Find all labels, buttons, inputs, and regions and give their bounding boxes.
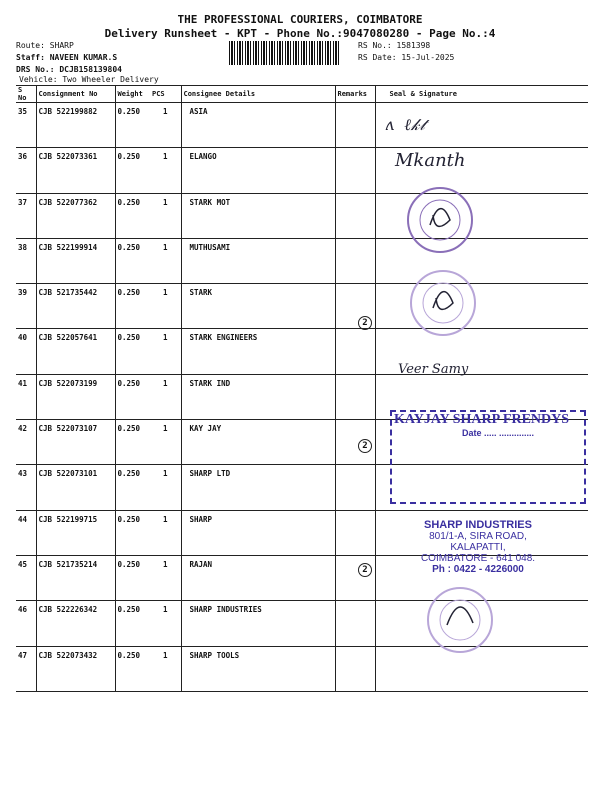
table-header (16, 86, 588, 103)
signature-elango: Mkanth (395, 150, 466, 171)
cell-remarks (335, 329, 375, 374)
cell-consignee: SHARP TOOLS (181, 646, 335, 691)
cell-consignment-no: CJB 522199882 (36, 103, 115, 148)
cell-consignment-no: CJB 522057641 (36, 329, 115, 374)
col-sno: S No (16, 86, 36, 103)
cell-sno: 42 (16, 420, 36, 465)
cell-consignment-no: CJB 522226342 (36, 601, 115, 646)
cell-consignee: STARK MOT (181, 193, 335, 238)
stark-motors-stamp-2 (408, 268, 478, 338)
barcode (229, 41, 339, 65)
stamp-address-2: KALAPATTI, (450, 542, 506, 553)
signature-asia: ʌ ℓ𝓀𝓉 (385, 115, 425, 134)
cell-pcs: 1 (150, 601, 181, 646)
sharp-industries-stamp (408, 520, 548, 575)
table-row (16, 103, 588, 148)
cell-weight: 0.250 (115, 601, 150, 646)
cell-consignee: STARK ENGINEERS (181, 329, 335, 374)
cell-sno: 46 (16, 601, 36, 646)
cell-weight: 0.250 (115, 103, 150, 148)
cell-pcs: 1 (150, 510, 181, 555)
cell-pcs: 1 (150, 329, 181, 374)
cell-consignee: SHARP INDUSTRIES (181, 601, 335, 646)
staff: Staff: NAVEEN KUMAR.S (16, 53, 118, 62)
cell-consignee: KAY JAY (181, 420, 335, 465)
cell-remarks (335, 555, 375, 600)
remark-mark-circle: 2 (358, 439, 372, 453)
cell-weight: 0.250 (115, 329, 150, 374)
cell-sno: 43 (16, 465, 36, 510)
cell-consignment-no: CJB 522073107 (36, 420, 115, 465)
signature-stark-ind: Veer Samy (398, 362, 469, 377)
runsheet-table (16, 85, 588, 692)
cell-remarks (335, 103, 375, 148)
cell-pcs: 1 (150, 193, 181, 238)
table-row (16, 329, 588, 374)
cell-sno: 39 (16, 284, 36, 329)
stamp-phone: Ph : 0422 - 4226000 (432, 564, 524, 575)
cell-pcs: 1 (150, 374, 181, 419)
cell-sno: 40 (16, 329, 36, 374)
cell-pcs: 1 (150, 555, 181, 600)
stamp-company: SHARP INDUSTRIES (424, 519, 532, 531)
col-consignee: Consignee Details (181, 86, 335, 103)
route: Route: SHARP (16, 41, 74, 50)
table-row (16, 284, 588, 329)
cell-consignment-no: CJB 522077362 (36, 193, 115, 238)
table-row (16, 601, 588, 646)
cell-consignment-no: CJB 521735214 (36, 555, 115, 600)
col-consignment: Consignment No (36, 86, 115, 103)
cell-pcs: 1 (150, 646, 181, 691)
col-seal: Seal & Signature (375, 86, 588, 103)
cell-consignment-no: CJB 521735442 (36, 284, 115, 329)
table-row (16, 238, 588, 283)
vehicle: Vehicle: Two Wheeler Delivery (19, 75, 159, 84)
cell-consignee: RAJAN (181, 555, 335, 600)
cell-remarks (335, 238, 375, 283)
cell-weight: 0.250 (115, 420, 150, 465)
kayjay-stamp-date: Date ..... .............. (462, 428, 535, 438)
sharp-tools-stamp (425, 585, 495, 655)
cell-remarks (335, 148, 375, 193)
cell-consignee: ASIA (181, 103, 335, 148)
cell-consignment-no: CJB 522073361 (36, 148, 115, 193)
cell-consignment-no: CJB 522073432 (36, 646, 115, 691)
cell-remarks (335, 646, 375, 691)
cell-weight: 0.250 (115, 148, 150, 193)
cell-sno: 47 (16, 646, 36, 691)
cell-weight: 0.250 (115, 238, 150, 283)
remark-mark-circle: 2 (358, 316, 372, 330)
cell-consignee: SHARP LTD (181, 465, 335, 510)
stamp-address-3: COIMBATORE - 641 048. (420, 553, 536, 564)
cell-consignment-no: CJB 522073199 (36, 374, 115, 419)
cell-pcs: 1 (150, 420, 181, 465)
stamp-address-1: 801/1-A, SIRA ROAD, (429, 531, 527, 542)
cell-sno: 36 (16, 148, 36, 193)
cell-pcs: 1 (150, 103, 181, 148)
cell-consignee: STARK (181, 284, 335, 329)
cell-consignee: ELANGO (181, 148, 335, 193)
company-title: THE PROFESSIONAL COURIERS, COIMBATORE (177, 13, 423, 26)
cell-pcs: 1 (150, 465, 181, 510)
cell-remarks (335, 465, 375, 510)
drs-no: DRS No.: DCJB158139804 (16, 65, 122, 74)
kayjay-stamp (390, 410, 586, 504)
cell-weight: 0.250 (115, 510, 150, 555)
cell-consignment-no: CJB 522199715 (36, 510, 115, 555)
stark-motors-stamp-1 (405, 185, 475, 255)
cell-weight: 0.250 (115, 465, 150, 510)
cell-remarks (335, 374, 375, 419)
cell-weight: 0.250 (115, 374, 150, 419)
cell-remarks (335, 601, 375, 646)
cell-sno: 35 (16, 103, 36, 148)
kayjay-stamp-name: KAYJAY SHARP FRENDYS (394, 412, 570, 427)
cell-weight: 0.250 (115, 646, 150, 691)
cell-pcs: 1 (150, 148, 181, 193)
cell-sno: 38 (16, 238, 36, 283)
rs-date: RS Date: 15-Jul-2025 (358, 53, 455, 62)
cell-weight: 0.250 (115, 284, 150, 329)
cell-consignment-no: CJB 522073101 (36, 465, 115, 510)
cell-weight: 0.250 (115, 555, 150, 600)
cell-remarks (335, 193, 375, 238)
cell-sno: 37 (16, 193, 36, 238)
cell-seal-signature (375, 284, 588, 329)
col-weight: Weight (115, 86, 150, 103)
cell-consignment-no: CJB 522199914 (36, 238, 115, 283)
remark-mark-circle: 2 (358, 563, 372, 577)
runsheet-subtitle: Delivery Runsheet - KPT - Phone No.:9047080280 - Page No.:4 (104, 27, 496, 40)
cell-remarks (335, 510, 375, 555)
cell-consignee: MUTHUSAMI (181, 238, 335, 283)
cell-sno: 44 (16, 510, 36, 555)
col-pcs: PCS (150, 86, 181, 103)
cell-pcs: 1 (150, 238, 181, 283)
cell-weight: 0.250 (115, 193, 150, 238)
col-remarks: Remarks (335, 86, 375, 103)
cell-sno: 41 (16, 374, 36, 419)
cell-consignee: STARK IND (181, 374, 335, 419)
table-row (16, 193, 588, 238)
cell-consignee: SHARP (181, 510, 335, 555)
table-row (16, 646, 588, 691)
table-row (16, 148, 588, 193)
cell-sno: 45 (16, 555, 36, 600)
cell-pcs: 1 (150, 284, 181, 329)
rs-no: RS No.: 1581398 (358, 41, 431, 50)
